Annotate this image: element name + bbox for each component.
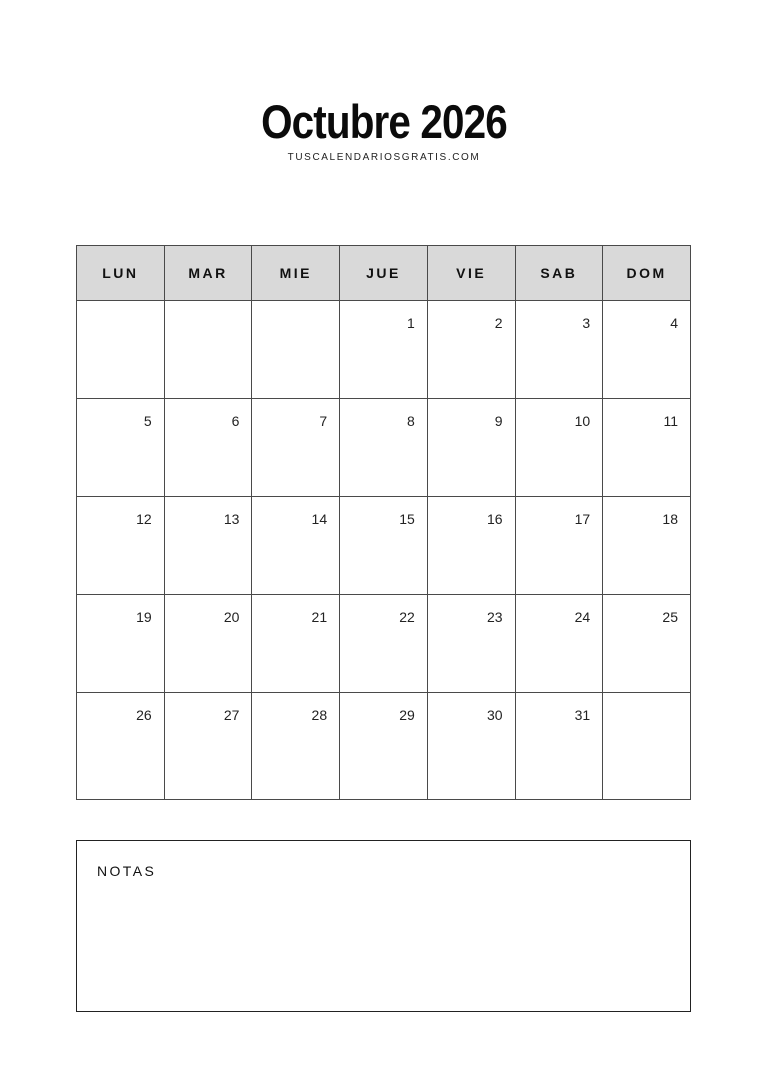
day-cell bbox=[252, 301, 340, 399]
day-cell bbox=[603, 693, 691, 800]
week-row bbox=[77, 399, 691, 497]
day-number: 31 bbox=[574, 707, 591, 723]
day-number bbox=[603, 693, 690, 707]
weekday-header: LUN bbox=[77, 246, 165, 301]
day-number bbox=[252, 301, 339, 315]
day-cell bbox=[77, 693, 165, 800]
day-number: 29 bbox=[399, 707, 415, 723]
notes-label: NOTAS bbox=[97, 863, 157, 879]
day-cell bbox=[515, 693, 603, 800]
day-number: 12 bbox=[136, 511, 152, 527]
day-cell bbox=[252, 497, 340, 595]
day-cell bbox=[427, 497, 515, 595]
day-cell bbox=[515, 399, 603, 497]
weekday-header: VIE bbox=[427, 246, 515, 301]
day-cell bbox=[164, 399, 252, 497]
day-number: 27 bbox=[223, 707, 240, 723]
day-number: 5 bbox=[143, 413, 152, 429]
week-row bbox=[77, 301, 691, 399]
day-cell bbox=[340, 399, 428, 497]
day-cell bbox=[77, 497, 165, 595]
day-number: 13 bbox=[223, 511, 240, 527]
day-cell bbox=[164, 693, 252, 800]
day-number: 18 bbox=[662, 511, 678, 527]
day-number: 17 bbox=[574, 511, 591, 527]
day-cell bbox=[603, 399, 691, 497]
day-number: 28 bbox=[311, 707, 328, 723]
day-number: 3 bbox=[582, 315, 591, 331]
day-number: 23 bbox=[486, 609, 503, 625]
day-cell bbox=[77, 301, 165, 399]
day-cell bbox=[164, 497, 252, 595]
day-cell bbox=[252, 693, 340, 800]
day-cell bbox=[603, 497, 691, 595]
day-number: 10 bbox=[574, 413, 591, 429]
weekday-header: MIE bbox=[252, 246, 340, 301]
day-cell bbox=[252, 595, 340, 693]
day-number: 1 bbox=[407, 315, 415, 331]
day-number: 14 bbox=[311, 511, 328, 527]
notes-box bbox=[76, 840, 691, 1012]
day-number: 15 bbox=[399, 511, 415, 527]
weekday-header: JUE bbox=[340, 246, 428, 301]
day-cell bbox=[340, 693, 428, 800]
website-credit: TUSCALENDARIOSGRATIS.COM bbox=[287, 152, 481, 163]
calendar-grid bbox=[76, 245, 691, 800]
day-number: 8 bbox=[407, 413, 415, 429]
day-cell bbox=[515, 595, 603, 693]
week-row bbox=[77, 497, 691, 595]
day-number: 24 bbox=[574, 609, 591, 625]
weekday-header: SAB bbox=[515, 246, 603, 301]
day-cell bbox=[603, 595, 691, 693]
day-cell bbox=[515, 301, 603, 399]
day-number: 2 bbox=[494, 315, 503, 331]
day-number: 9 bbox=[494, 413, 503, 429]
day-cell bbox=[340, 497, 428, 595]
day-cell bbox=[427, 301, 515, 399]
week-row bbox=[77, 595, 691, 693]
day-number: 7 bbox=[319, 413, 328, 429]
day-cell bbox=[427, 399, 515, 497]
day-number: 19 bbox=[136, 609, 152, 625]
day-cell bbox=[427, 693, 515, 800]
day-cell bbox=[515, 497, 603, 595]
day-cell bbox=[164, 595, 252, 693]
day-cell bbox=[427, 595, 515, 693]
day-cell bbox=[603, 301, 691, 399]
day-cell bbox=[252, 399, 340, 497]
weekday-header-row bbox=[77, 246, 691, 301]
day-number: 26 bbox=[136, 707, 152, 723]
day-number: 22 bbox=[399, 609, 415, 625]
weekday-header: MAR bbox=[164, 246, 252, 301]
week-row bbox=[77, 693, 691, 800]
day-number bbox=[77, 301, 164, 315]
day-number: 16 bbox=[486, 511, 503, 527]
day-cell bbox=[77, 399, 165, 497]
day-number: 4 bbox=[670, 315, 678, 331]
day-cell bbox=[164, 301, 252, 399]
day-number: 20 bbox=[223, 609, 240, 625]
day-number: 21 bbox=[311, 609, 328, 625]
day-number: 25 bbox=[662, 609, 678, 625]
day-number bbox=[165, 301, 252, 315]
weekday-header: DOM bbox=[603, 246, 691, 301]
day-number: 6 bbox=[231, 413, 240, 429]
day-number: 11 bbox=[663, 413, 678, 429]
day-cell bbox=[77, 595, 165, 693]
day-cell bbox=[340, 301, 428, 399]
page-title: Octubre 2026 bbox=[261, 95, 507, 148]
day-cell bbox=[340, 595, 428, 693]
day-number: 30 bbox=[486, 707, 503, 723]
